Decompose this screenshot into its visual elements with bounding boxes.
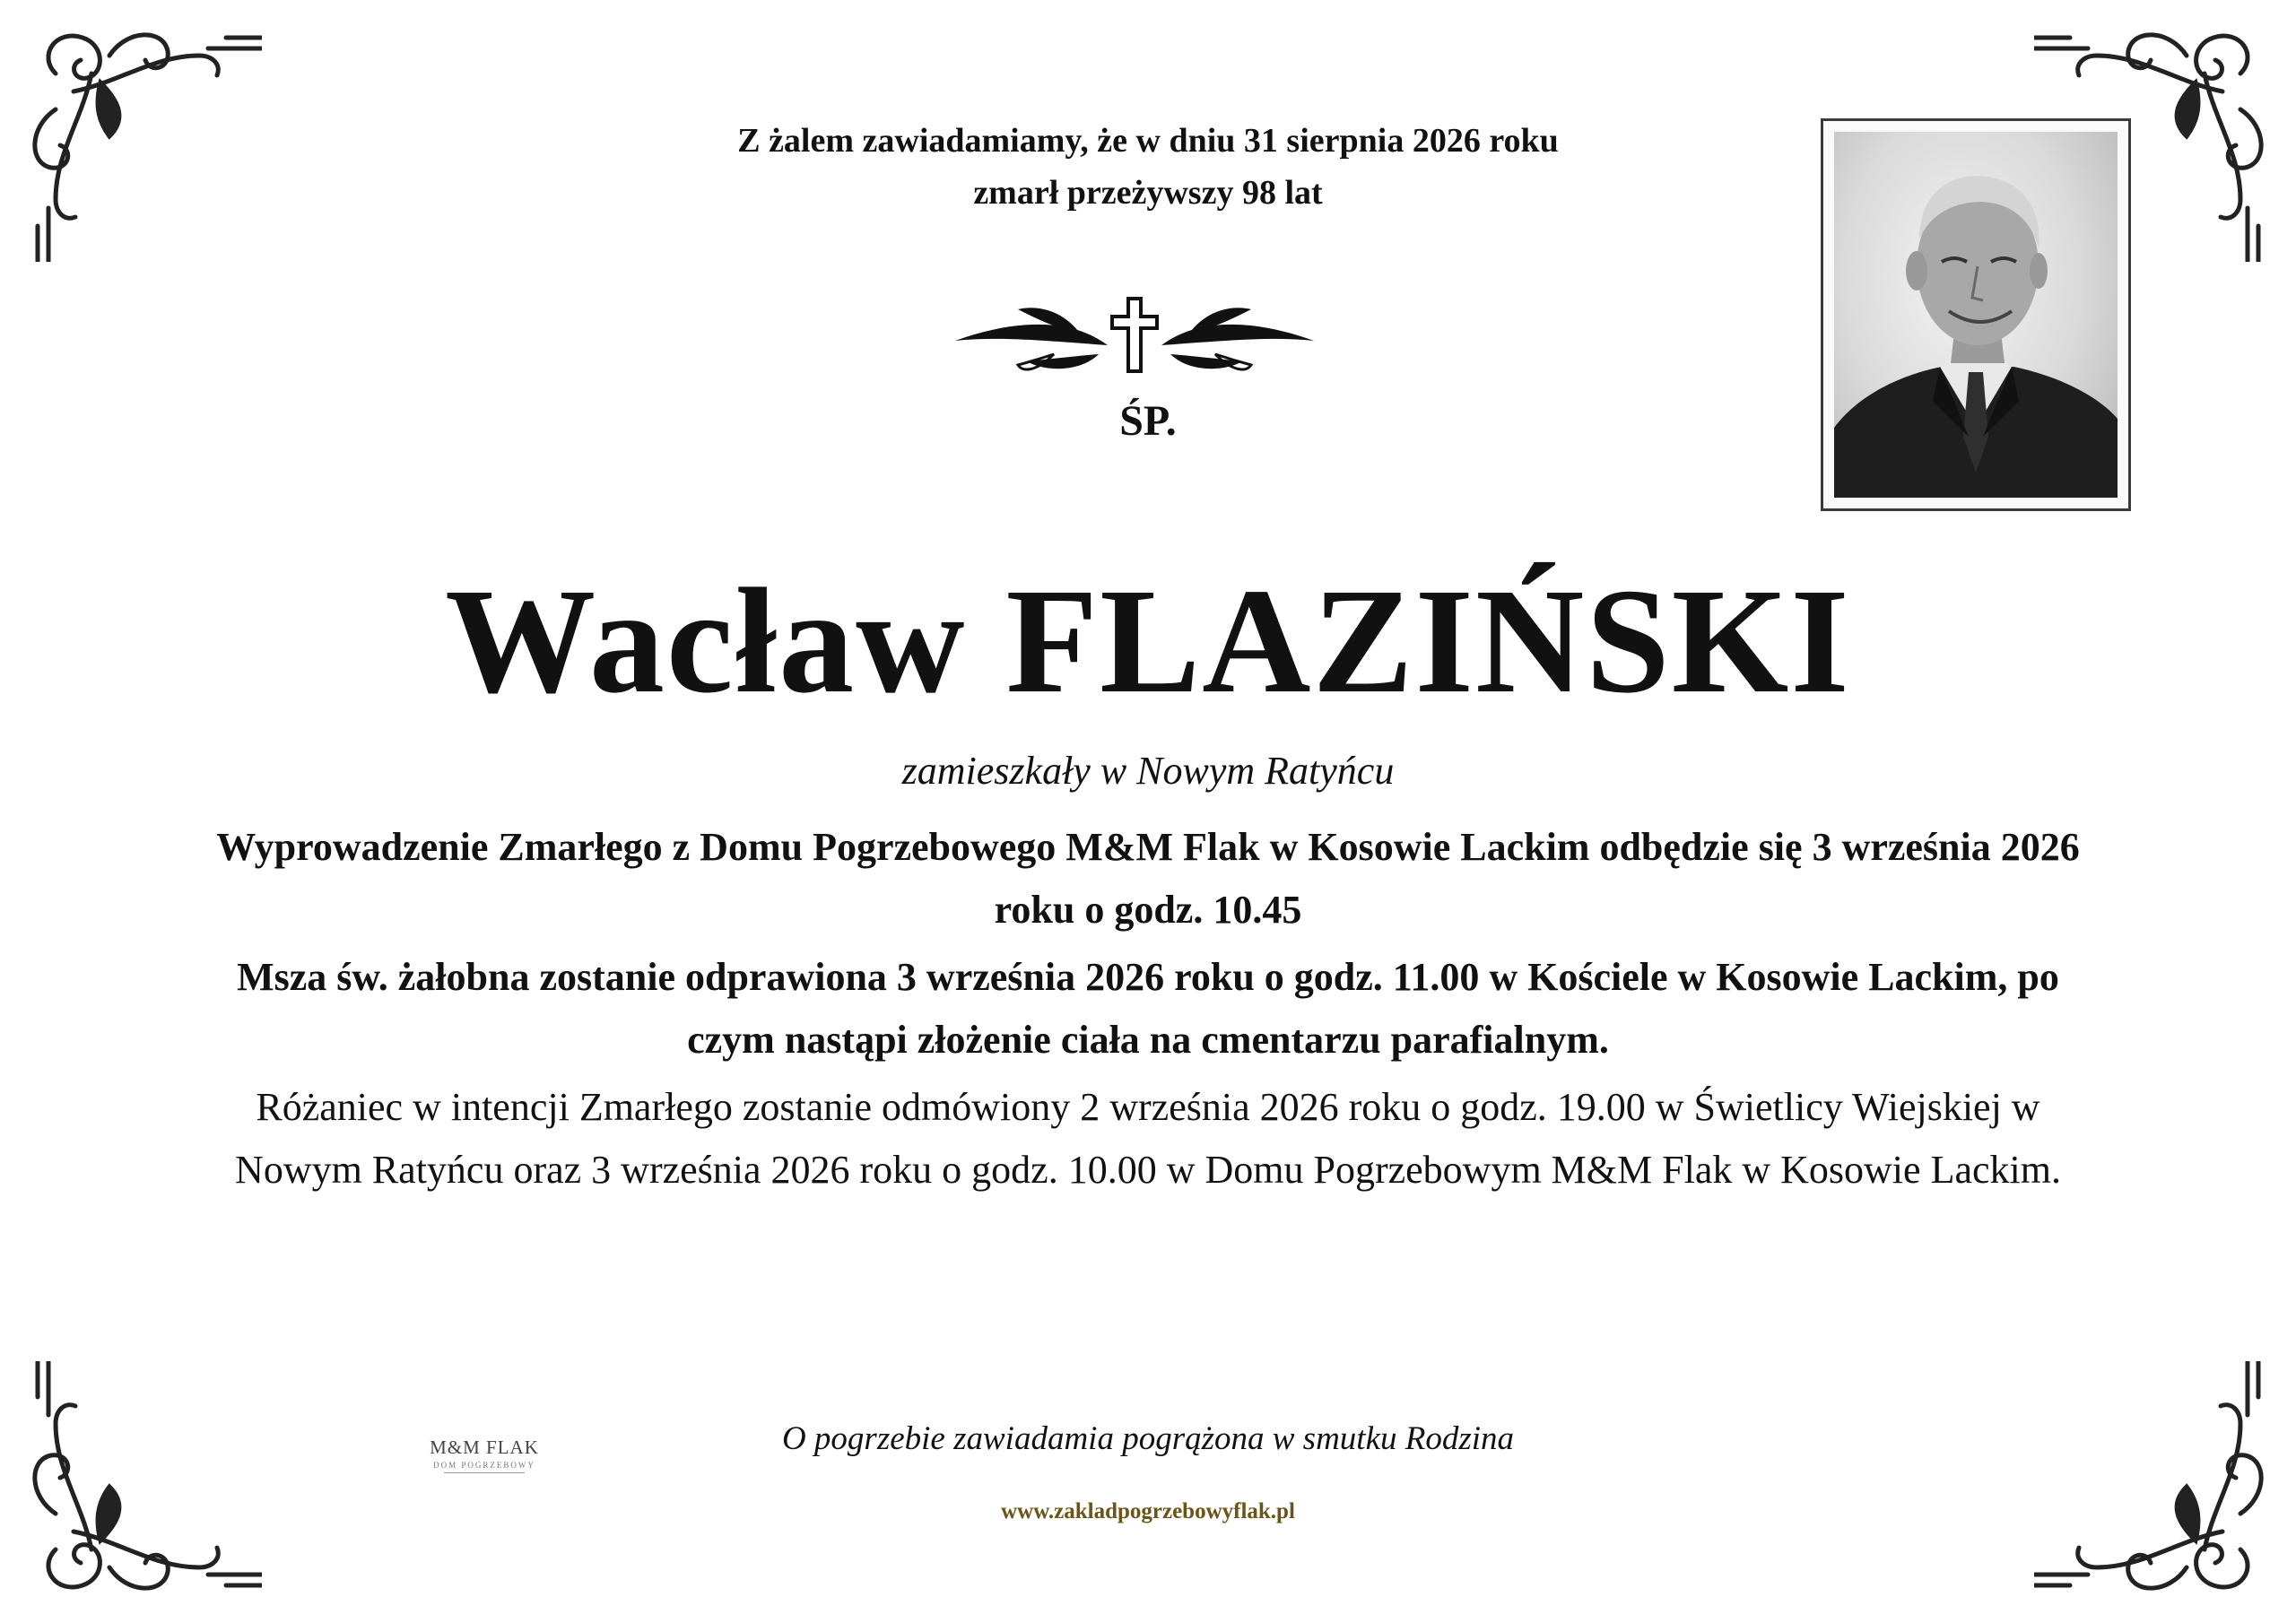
portrait-frame — [1821, 118, 2131, 511]
intro-line-1: Z żalem zawiadamiamy, że w dniu 31 sierpnia 2026 roku — [737, 122, 1559, 160]
corner-flourish-bottom-right-icon — [2034, 1361, 2276, 1603]
mass-paragraph: Msza św. żałobna zostanie odprawiona 3 września 2026 roku o godz. 11.00 w Kościele w Kosowie Lackim, po czym nastąpi złożenie ciała na cmentarzu parafialnym. — [237, 955, 2059, 1062]
portrait-photo — [1834, 132, 2118, 498]
honorific: ŚP. — [1119, 397, 1177, 445]
residence-text: zamieszkały w Nowym Ratyńcu — [901, 749, 1395, 793]
website-link[interactable]: www.zakladpogrzebowyflak.pl — [1001, 1499, 1295, 1523]
logo-name: M&M FLAK — [430, 1436, 539, 1458]
rosary-paragraph: Różaniec w intencji Zmarłego zostanie odmówiony 2 września 2026 roku o godz. 19.00 w Świetlicy Wiejskiej w Nowym Ratyńcu oraz 3 września 2026 roku o godz. 10.00 w Domu Pogrzebowym M&M Flak w Kosowie Lackim. — [235, 1085, 2061, 1192]
deceased-name: Wacław FLAZIŃSKI — [445, 558, 1851, 725]
family-note: O pogrzebie zawiadamia pogrążona w smutku Rodzina — [781, 1420, 1515, 1457]
cross-flourish-icon — [946, 291, 1323, 381]
corner-flourish-bottom-left-icon — [20, 1361, 262, 1603]
intro-line-2: zmarł przeżywszy 98 lat — [973, 174, 1323, 212]
procession-paragraph: Wyprowadzenie Zmarłego z Domu Pogrzebowego M&M Flak w Kosowie Lackim odbędzie się 3 września 2026 roku o godz. 10.45 — [216, 825, 2080, 932]
logo-subtitle: DOM POGRZEBOWY — [433, 1461, 535, 1470]
logo-divider — [444, 1472, 525, 1473]
